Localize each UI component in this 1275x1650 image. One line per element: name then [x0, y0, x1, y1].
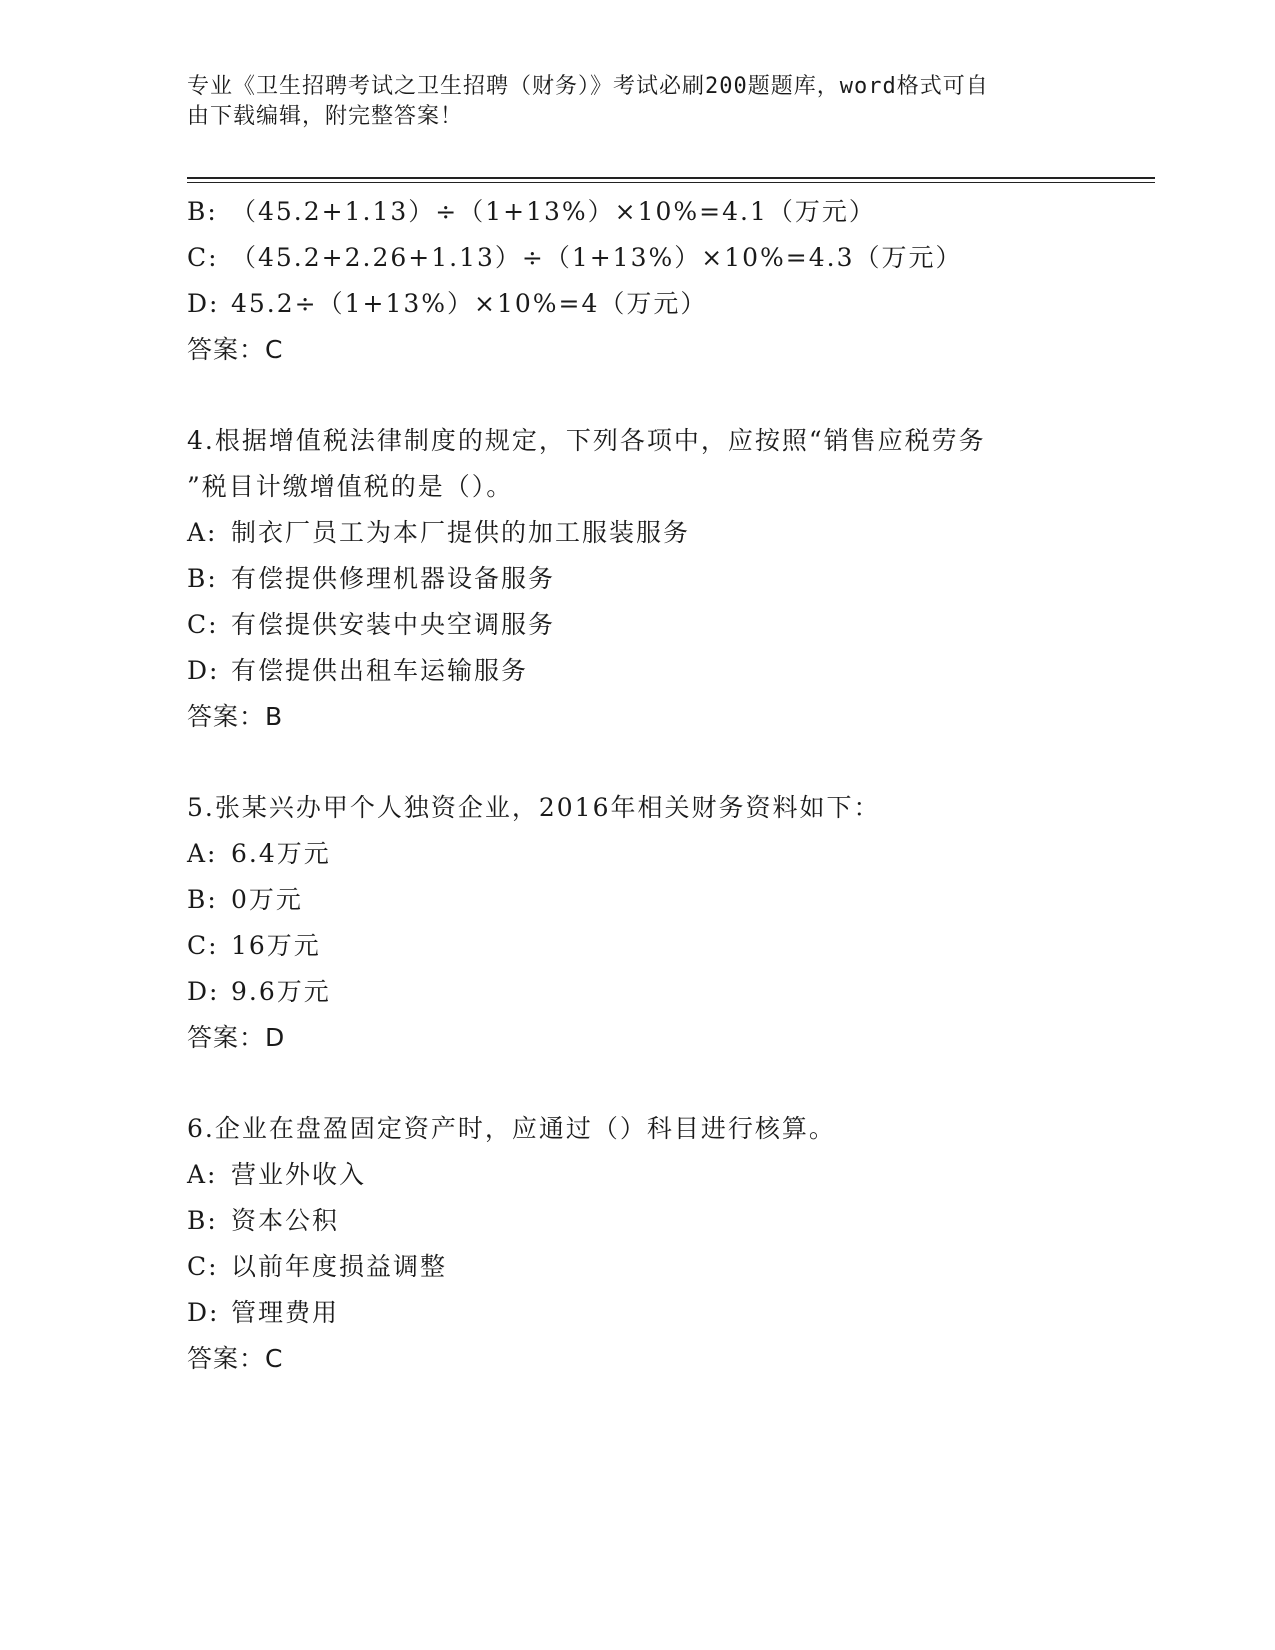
option-b: B: 0万元	[187, 885, 303, 914]
option-b: B: （45.2+1.13）÷（1+13%）×10%=4.1（万元）	[187, 197, 876, 226]
question-stem-line-1: 5.张某兴办甲个人独资企业，2016年相关财务资料如下：	[187, 793, 881, 822]
option-a: A: 6.4万元	[187, 839, 331, 868]
header-line-2: 由下载编辑，附完整答案！	[187, 104, 464, 129]
document-header	[187, 72, 1087, 132]
answer: 答案：C	[187, 335, 284, 364]
option-c: C: 16万元	[187, 931, 321, 960]
question-4	[187, 418, 1137, 740]
question-5	[187, 785, 1137, 1061]
option-a: A: 营业外收入	[187, 1160, 367, 1189]
option-d: D: 9.6万元	[187, 977, 331, 1006]
option-b: B: 资本公积	[187, 1206, 340, 1235]
question-stem-line-1: 6.企业在盘盈固定资产时，应通过（）科目进行核算。	[187, 1114, 836, 1143]
answer: 答案：D	[187, 1023, 286, 1052]
header-divider-thin	[187, 182, 1155, 183]
question-stem-line-2: ”税目计缴增值税的是（）。	[187, 472, 514, 501]
option-a: A: 制衣厂员工为本厂提供的加工服装服务	[187, 518, 691, 547]
option-c: C: 有偿提供安装中央空调服务	[187, 610, 556, 639]
option-d: D: 45.2÷（1+13%）×10%=4（万元）	[187, 289, 708, 318]
answer: 答案：B	[187, 702, 284, 731]
option-b: B: 有偿提供修理机器设备服务	[187, 564, 556, 593]
answer: 答案：C	[187, 1344, 284, 1373]
question-list	[187, 189, 1137, 1382]
option-c: C: 以前年度损益调整	[187, 1252, 448, 1281]
question-6	[187, 1106, 1137, 1382]
option-c: C: （45.2+2.26+1.13）÷（1+13%）×10%=4.3（万元）	[187, 243, 963, 272]
option-d: D: 有偿提供出租车运输服务	[187, 656, 529, 685]
question-stem-line-1: 4.根据增值税法律制度的规定，下列各项中，应按照“销售应税劳务	[187, 426, 986, 455]
header-line-1: 专业《卫生招聘考试之卫生招聘（财务）》考试必刷200题题库，word格式可自	[187, 74, 989, 99]
header-divider-thick	[187, 177, 1155, 179]
question-3	[187, 189, 1137, 373]
option-d: D: 管理费用	[187, 1298, 340, 1327]
